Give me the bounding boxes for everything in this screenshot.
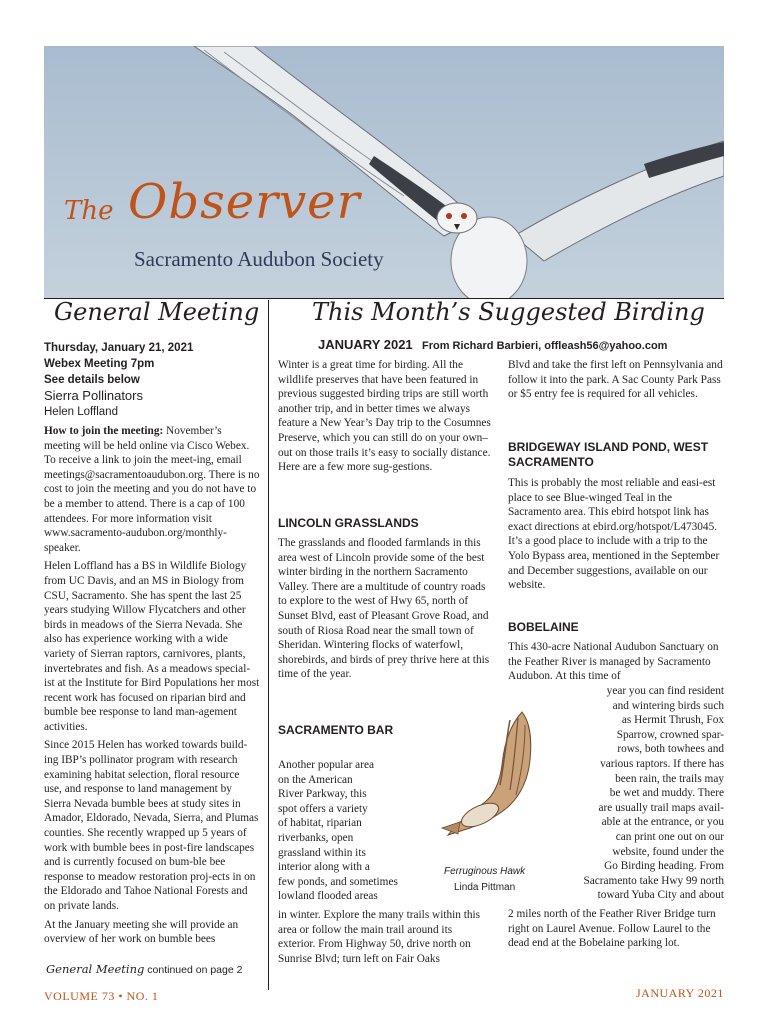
bobelaine-line: can print one out on our bbox=[615, 830, 724, 843]
speaker-bio-1: Helen Loffland has a BS in Wildlife Biology from UC Davis, and an MS in Biology from CSU, Sacramento. She has spent the last 25 years studying Willow Flycatchers and other birds in meadows of the Sierra Nevada. She also has experience working with a wide variety of Sierran raptors, carnivores, plants, invertebrates and fish. As a meadows special-ist at the Institute for Bird Populations her most recent work has focused on riparian bird and bumble bee response to land man-agement activities. bbox=[44, 560, 260, 733]
bobelaine-line: various raptors. If there has bbox=[600, 757, 724, 770]
bobelaine-line: as Hermit Thrush, Fox bbox=[621, 714, 724, 727]
bobelaine-line: and wintering birds such bbox=[612, 699, 724, 712]
bobelaine-line: able at the entrance, or you bbox=[601, 816, 724, 829]
bridgeway-title: BRIDGEWAY ISLAND POND, WEST SACRAMENTO bbox=[508, 440, 709, 469]
birding-heading: This Month’s Suggested Birding bbox=[312, 298, 705, 326]
bobelaine-line: rows, both towhees and bbox=[617, 743, 724, 756]
title-observer: Observer bbox=[128, 174, 361, 230]
volume-number: VOLUME 73 • NO. 1 bbox=[44, 989, 159, 1003]
sacbar-line: spot offers a variety bbox=[278, 802, 368, 815]
speaker-bio-2: Since 2015 Helen has worked towards build-ing IBP’s pollinator program with research examining habitat selection, floral resource use, and response to land management by Sierra Nevada bumble bees at study sites in Amador, Eldorado, Nevada, Sierra, and Plumas counties. She recently wrapped up 5 years of work with bumble bees in post-fire landscapes and is currently focused on bum-ble bee response to meadow restoration proj-ects in on the Eldorado and Tahoe National Forests and on private lands. bbox=[44, 739, 259, 912]
hawk-photo bbox=[440, 710, 540, 840]
sacbar-line: River Parkway, this bbox=[278, 788, 367, 801]
bobelaine-rest: 2 miles north of the Feather River Bridge turn right on Laurel Avenue. Follow Laurel to the dead end at the Bobelaine parking lot. bbox=[508, 908, 716, 950]
meeting-see-details: See details below bbox=[44, 374, 140, 386]
bobelaine-line: website, found under the bbox=[612, 845, 724, 858]
photo-caption: Ferruginous Hawk bbox=[444, 866, 526, 877]
sacbar-title: SACRAMENTO BAR bbox=[278, 723, 394, 737]
sacbar-continued: Blvd and take the first left on Pennsylvania and follow it into the park. A Sac County Park Pass or $5 entry fee is required for all vehicles. bbox=[508, 359, 723, 401]
bobelaine-line: year you can find resident bbox=[606, 685, 724, 697]
join-lead: How to join the meeting: bbox=[44, 425, 164, 437]
sacbar-line: lowland flooded areas bbox=[278, 890, 378, 903]
meeting-date: Thursday, January 21, 2021 bbox=[44, 342, 194, 354]
issue-date: JANUARY 2021 bbox=[636, 986, 724, 1000]
continued-note bbox=[46, 962, 242, 976]
society-name: Sacramento Audubon Society bbox=[134, 247, 384, 271]
bobelaine-wrapped-text bbox=[540, 684, 724, 903]
lincoln-title: LINCOLN GRASSLANDS bbox=[278, 516, 419, 530]
bobelaine-title: BOBELAINE bbox=[508, 620, 579, 634]
bobelaine-line: toward Yuba City and about bbox=[597, 889, 724, 902]
meeting-format: Webex Meeting 7pm bbox=[44, 358, 155, 370]
meeting-details bbox=[44, 340, 193, 388]
byline-author: From Richard Barbieri, offleash56@yahoo.com bbox=[422, 340, 668, 352]
bobelaine-line: are usually trail maps avail- bbox=[598, 801, 724, 814]
sacbar-rest: in winter. Explore the many trails within this area or follow the main trail around its exterior. From Highway 50, drive north on Sunrise Blvd; turn left on Fair Oaks bbox=[278, 909, 481, 965]
bobelaine-line: be wet and muddy. There bbox=[609, 787, 724, 800]
speaker-bio-3: At the January meeting she will provide an overview of her work on bumble bees bbox=[44, 918, 239, 946]
column-divider bbox=[268, 300, 269, 990]
talk-title: Sierra Pollinators bbox=[44, 388, 143, 403]
sacbar-line: on the American bbox=[278, 773, 353, 786]
general-meeting-heading: General Meeting bbox=[54, 298, 260, 326]
bobelaine-line: Sparrow, crowned spar- bbox=[616, 728, 724, 741]
birding-byline bbox=[318, 337, 667, 352]
sacbar-line: riverbanks, open bbox=[278, 831, 354, 844]
sacbar-line: few ponds, and sometimes bbox=[278, 875, 398, 888]
speaker-name: Helen Loffland bbox=[44, 406, 118, 418]
byline-month: JANUARY 2021 bbox=[318, 337, 413, 352]
sacbar-line: Another popular area bbox=[278, 759, 374, 771]
continued-title: General Meeting bbox=[46, 962, 145, 976]
bobelaine-line: Sacramento take Hwy 99 north bbox=[583, 874, 724, 887]
ferruginous-hawk-image bbox=[440, 710, 540, 840]
title-the: The bbox=[64, 196, 114, 226]
bobelaine-line: been rain, the trails may bbox=[615, 772, 724, 785]
bobelaine-line: Go Birding heading. From bbox=[604, 860, 724, 873]
continued-text: continued on page 2 bbox=[144, 964, 243, 976]
sacbar-line: interior along with a bbox=[278, 861, 370, 874]
lincoln-text: The grasslands and flooded farmlands in this area west of Lincoln provide some of the best winter birding in the northern Sacramento Valley. There are a multitude of country roads to explore to the west of Hwy 65, north of Sunset Blvd, east of Pleasant Grove Road, and south of Riosa Road near the small town of Sheridan. Wintering flocks of waterfowl, shorebirds, and birds of prey thrive here at this time of the year. bbox=[278, 537, 490, 681]
bobelaine-intro: This 430-acre National Audubon Sanctuary on the Feather River is managed by Sacramento Audubon. At this time of bbox=[508, 641, 719, 683]
birding-intro: Winter is a great time for birding. All the wildlife preserves that have been featured in previous suggested birding trips are still worth another trip, and in better times we always feature a New Year’s Day trip to the Cosumnes Preserve, which you can still do on your own–out on those trails it’s easy to socially distance. Here are a few more sug-gestions. bbox=[278, 359, 491, 474]
sacbar-line: grassland within its bbox=[278, 846, 366, 859]
photo-credit: Linda Pittman bbox=[454, 882, 516, 893]
meeting-body bbox=[44, 424, 260, 947]
join-text: November’s meeting will be held online via Cisco Webex. To receive a link to join the meet-ing, email meetings@sacramentoaudubon.org. There is no cost to join the meeting and you do not have to be a member to attend. There is a cap of 100 attendees. For more information visit www.sacramento-audubon.org/monthly-speaker. bbox=[44, 425, 260, 554]
bridgeway-text: This is probably the most reliable and easi-est place to see Blue-winged Teal in the Sacramento area. This ebird hotspot link has exact directions at ebird.org/hotspot/L473045. It’s a good place to include with a trip to the Yolo Bypass area, mentioned in the September and December suggestions, available on our website. bbox=[508, 477, 720, 592]
sacbar-line: of habitat, riparian bbox=[278, 817, 362, 830]
